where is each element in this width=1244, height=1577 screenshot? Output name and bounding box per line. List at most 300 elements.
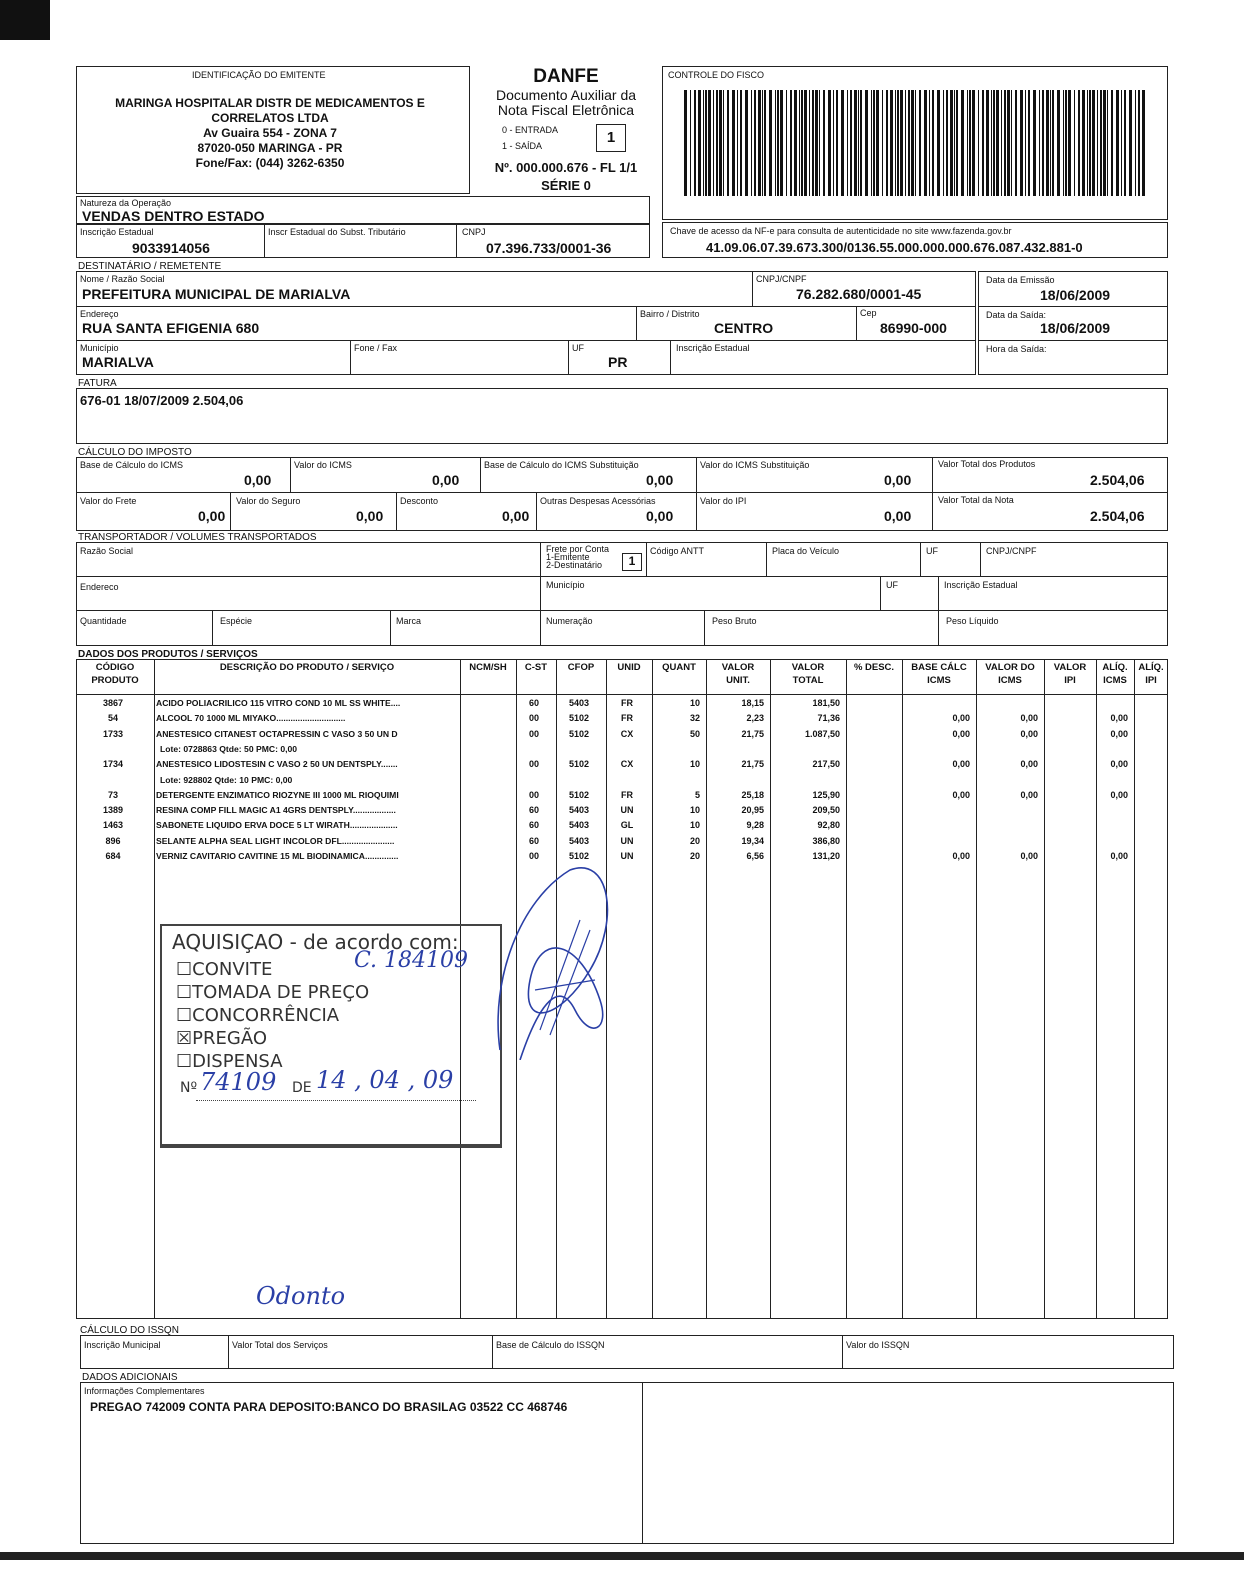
barcode-bar	[969, 90, 971, 196]
barcode-bar	[823, 90, 825, 196]
barcode-bar	[924, 90, 927, 196]
stamp-hand-ref: C. 184109	[354, 948, 469, 973]
issqn-section: CÁLCULO DO ISSQN	[80, 1325, 179, 1336]
barcode-bar	[780, 90, 783, 196]
barcode-bar	[1135, 90, 1136, 196]
barcode-bar	[751, 90, 752, 196]
barcode-bar	[858, 90, 859, 196]
column-divider	[154, 659, 155, 1319]
product-total: 181,50	[812, 698, 840, 708]
column-header: BASE CÁLC ICMS	[911, 662, 967, 686]
stamp-option-label: TOMADA DE PREÇO	[192, 982, 370, 1003]
product-aliq: 0,00	[1110, 851, 1128, 861]
divider	[228, 1335, 229, 1369]
danfe-title: DANFE	[533, 66, 599, 87]
product-cst: 00	[528, 729, 539, 739]
divider	[230, 492, 231, 531]
chave-label: Chave de acesso da NF-e para consulta de autenticidade no site www.fazenda.gov.br	[670, 226, 1012, 236]
product-cfop: 5102	[568, 851, 590, 861]
divider	[456, 224, 457, 258]
divider	[480, 457, 481, 492]
transp-endereco-label: Endereco	[80, 582, 119, 592]
product-desc: ANESTESICO LIDOSTESIN C VASO 2 50 UN DENTSPLY.......	[156, 759, 398, 769]
product-cod: 896	[105, 836, 121, 846]
barcode-bar	[694, 90, 696, 196]
barcode	[684, 90, 1148, 196]
emitente-block	[90, 96, 450, 171]
barcode-bar	[698, 90, 701, 196]
product-total: 92,80	[817, 820, 840, 830]
product-desc: RESINA COMP FILL MAGIC A1 4GRS DENTSPLY..................	[156, 805, 396, 815]
product-unid: UN	[620, 851, 634, 861]
divider	[856, 306, 857, 340]
product-unit: 18,15	[741, 698, 764, 708]
divider	[752, 271, 753, 306]
emitente-address: Av Guaira 554 - ZONA 7	[203, 126, 337, 140]
product-base: 0,00	[952, 713, 970, 723]
product-cst: 60	[528, 836, 539, 846]
barcode-bar	[854, 90, 857, 196]
product-vicms: 0,00	[1020, 759, 1038, 769]
dest-cnpj: 76.282.680/0001-45	[796, 286, 922, 302]
stamp-title: AQUISIÇAO - de acordo com:	[172, 930, 459, 954]
barcode-bar	[777, 90, 779, 196]
dest-municipio: MARIALVA	[82, 354, 154, 370]
barcode-bar	[812, 90, 814, 196]
barcode-bar	[1065, 90, 1067, 196]
dest-endereco: RUA SANTA EFIGENIA 680	[82, 320, 260, 336]
product-unid: UN	[620, 805, 634, 815]
frete-conta-value: 1	[622, 553, 642, 571]
barcode-bar	[737, 90, 738, 196]
barcode-bar	[1078, 90, 1080, 196]
outras-label: Outras Despesas Acessórias	[540, 496, 656, 506]
product-desc: DETERGENTE ENZIMATICO RIOZYNE III 1000 ML RIOQUIMI	[156, 790, 399, 800]
barcode-bar	[1050, 90, 1051, 196]
transp-uf2-label: UF	[886, 580, 898, 590]
total-prod: 2.504,06	[1090, 472, 1145, 488]
especie-label: Espécie	[220, 616, 253, 626]
divider	[646, 542, 647, 576]
valor-icms-label: Valor do ICMS	[294, 460, 352, 470]
emitente-name-line2: CORRELATOS LTDA	[211, 111, 329, 125]
barcode-bar	[982, 90, 984, 196]
product-cst: 60	[528, 820, 539, 830]
info-label: Informações Complementares	[84, 1386, 205, 1396]
barcode-bar	[932, 90, 934, 196]
product-qtd: 10	[689, 759, 700, 769]
barcode-bar	[919, 90, 921, 196]
dest-cep: 86990-000	[880, 320, 947, 336]
barcode-bar	[972, 90, 975, 196]
barcode-bar	[1092, 90, 1095, 196]
stamp-de-label: DE	[292, 1080, 312, 1096]
barcode-bar	[1015, 90, 1017, 196]
barcode-bar	[1097, 90, 1098, 196]
barcode-bar	[954, 90, 955, 196]
product-unid: UN	[620, 836, 634, 846]
product-desc: ACIDO POLIACRILICO 115 VITRO COND 10 ML SS WHITE....	[156, 698, 401, 708]
divider	[880, 576, 881, 610]
barcode-bar	[762, 90, 763, 196]
barcode-bar	[1111, 90, 1113, 196]
barcode-bar	[727, 90, 729, 196]
divider	[766, 542, 767, 576]
fisco-label: CONTROLE DO FISCO	[668, 70, 765, 80]
frete-label: Valor do Frete	[80, 496, 137, 506]
natureza-label: Natureza da Operação	[80, 198, 172, 208]
column-divider	[1134, 659, 1135, 1319]
divider	[76, 610, 1168, 611]
barcode-bar	[745, 90, 748, 196]
product-total: 217,50	[812, 759, 840, 769]
barcode-bar	[871, 90, 872, 196]
barcode-bar	[684, 90, 687, 196]
product-cod: 684	[105, 851, 121, 861]
product-vicms: 0,00	[1020, 729, 1038, 739]
divider	[76, 306, 976, 307]
checked-checkbox-icon: ☒	[176, 1028, 193, 1049]
barcode-bar	[1011, 90, 1012, 196]
product-qtd: 20	[689, 836, 700, 846]
divider	[396, 492, 397, 531]
product-cst: 00	[528, 790, 539, 800]
product-qtd: 20	[689, 851, 700, 861]
divider	[842, 1335, 843, 1369]
divider	[932, 457, 933, 531]
barcode-bar	[708, 90, 711, 196]
ipi: 0,00	[884, 508, 912, 524]
column-divider	[1044, 659, 1045, 1319]
product-cst: 60	[528, 698, 539, 708]
product-desc: SABONETE LIQUIDO ERVA DOCE 5 LT WIRATH....................	[156, 820, 398, 830]
barcode-bar	[833, 90, 834, 196]
dest-cnpj-label: CNPJ/CNPF	[756, 274, 807, 284]
barcode-bar	[1138, 90, 1140, 196]
base-icms-label: Base de Cálculo do ICMS	[80, 460, 184, 470]
scan-corner-mark	[0, 0, 50, 40]
barcode-bar	[1046, 90, 1049, 196]
dest-bairro-label: Bairro / Distrito	[640, 309, 700, 319]
barcode-bar	[1103, 90, 1106, 196]
frete-conta-line2: 1-Emitente	[546, 552, 590, 562]
emissao-label: Data da Emissão	[986, 275, 1055, 285]
product-qtd: 10	[689, 820, 700, 830]
issqn-valor-label: Valor do ISSQN	[846, 1340, 910, 1350]
natureza-value: VENDAS DENTRO ESTADO	[82, 208, 265, 224]
barcode-bar	[841, 90, 844, 196]
barcode-bar	[996, 90, 999, 196]
barcode-bar	[865, 90, 868, 196]
product-cfop: 5102	[568, 790, 590, 800]
checkbox-icon: ☐	[176, 959, 193, 980]
cnpj-value: 07.396.733/0001-36	[486, 240, 612, 256]
base-st-label: Base de Cálculo do ICMS Substituição	[484, 460, 639, 470]
divider	[670, 340, 671, 375]
column-header: NCM/SH	[469, 662, 507, 673]
frete: 0,00	[198, 508, 226, 524]
transp-uf-label: UF	[926, 546, 938, 556]
issqn-base-label: Base de Cálculo do ISSQN	[496, 1340, 605, 1350]
product-vicms: 0,00	[1020, 790, 1038, 800]
signature	[480, 860, 630, 1060]
product-cfop: 5102	[568, 759, 590, 769]
emitente-cep-city: 87020-050 MARINGA - PR	[197, 141, 343, 155]
barcode-bar	[705, 90, 707, 196]
product-cod: 73	[107, 790, 118, 800]
product-unit: 25,18	[741, 790, 764, 800]
divider	[978, 306, 1168, 307]
barcode-bar	[769, 90, 772, 196]
column-header: ALÍQ. IPI	[1138, 662, 1164, 686]
ie-label: Inscrição Estadual	[80, 227, 154, 237]
product-total: 1.087,50	[804, 729, 840, 739]
barcode-bar	[790, 90, 792, 196]
product-aliq: 0,00	[1110, 729, 1128, 739]
stamp-no-label: Nº	[180, 1080, 198, 1096]
barcode-bar	[819, 90, 820, 196]
product-cod: 1733	[102, 729, 124, 739]
product-desc: VERNIZ CAVITARIO CAVITINE 15 ML BIODINAMICA..............	[156, 851, 399, 861]
divider	[540, 542, 541, 576]
divider	[264, 224, 265, 258]
divider	[536, 492, 537, 531]
column-header: UNID	[617, 662, 641, 673]
barcode-bar	[1124, 90, 1126, 196]
barcode-bar	[897, 90, 899, 196]
divider	[390, 610, 391, 646]
barcode-bar	[860, 90, 862, 196]
product-unid: CX	[620, 759, 634, 769]
barcode-bar	[1063, 90, 1064, 196]
product-cfop: 5102	[568, 729, 590, 739]
barcode-bar	[1068, 90, 1071, 196]
divider	[636, 306, 637, 340]
barcode-bar	[1033, 90, 1036, 196]
issqn-im-label: Inscrição Municipal	[84, 1340, 161, 1350]
danfe-serie: SÉRIE 0	[541, 178, 591, 193]
emitente-heading: IDENTIFICAÇÃO DO EMITENTE	[192, 70, 326, 80]
stamp-hand-date: 14 , 04 , 09	[316, 1066, 454, 1094]
product-qtd: 32	[689, 713, 700, 723]
divider	[980, 542, 981, 576]
product-total: 131,20	[812, 851, 840, 861]
product-qtd: 10	[689, 698, 700, 708]
chave-value: 41.09.06.07.39.673.300/0136.55.000.000.000.676.087.432.881-0	[706, 240, 1083, 255]
frete-conta-line3: 2-Destinatário	[546, 560, 603, 570]
checkbox-icon: ☐	[176, 982, 193, 1003]
ie-value: 9033914056	[132, 240, 210, 256]
divider	[290, 457, 291, 492]
product-unit: 9,28	[746, 820, 764, 830]
checkbox-icon: ☐	[176, 1005, 193, 1026]
barcode-bar	[754, 90, 756, 196]
product-cod: 1389	[102, 805, 124, 815]
product-cst: 00	[528, 713, 539, 723]
desconto: 0,00	[502, 508, 530, 524]
total-nota-label: Valor Total da Nota	[938, 495, 1014, 505]
barcode-bar	[1121, 90, 1122, 196]
barcode-bar	[809, 90, 810, 196]
product-unit: 20,95	[741, 805, 764, 815]
product-vicms: 0,00	[1020, 851, 1038, 861]
danfe-entrada: 0 - ENTRADA	[502, 125, 559, 135]
product-desc: Lote: 0728863 Qtde: 50 PMC: 0,00	[160, 744, 298, 754]
column-header: VALOR TOTAL	[791, 662, 825, 686]
danfe-subtitle1: Documento Auxiliar da	[495, 87, 637, 103]
barcode-bar	[929, 90, 930, 196]
barcode-bar	[1028, 90, 1030, 196]
scan-bottom-edge	[0, 1552, 1244, 1560]
barcode-bar	[786, 90, 787, 196]
barcode-bar	[719, 90, 722, 196]
danfe-tipo: 1	[596, 124, 626, 152]
product-unid: FR	[621, 790, 633, 800]
peso-liquido-label: Peso Líquido	[946, 616, 999, 626]
stamp-option-tomada	[176, 981, 369, 1004]
divider	[704, 610, 705, 646]
product-cod: 3867	[102, 698, 124, 708]
barcode-bar	[1001, 90, 1002, 196]
barcode-bar	[890, 90, 893, 196]
product-unit: 19,34	[741, 836, 764, 846]
barcode-bar	[764, 90, 766, 196]
column-header: VALOR IPI	[1053, 662, 1087, 686]
desconto-label: Desconto	[400, 496, 439, 506]
barcode-bar	[799, 90, 800, 196]
product-cst: 00	[528, 759, 539, 769]
barcode-bar	[828, 90, 831, 196]
column-header: C-ST	[524, 662, 548, 673]
barcode-bar	[847, 90, 848, 196]
barcode-bar	[967, 90, 968, 196]
column-divider	[902, 659, 903, 1319]
barcode-bar	[850, 90, 852, 196]
column-divider	[770, 659, 771, 1319]
stamp-option-label: CONVITE	[192, 959, 273, 980]
product-unid: FR	[621, 698, 633, 708]
valor-st: 0,00	[884, 472, 912, 488]
hand-note-odonto: Odonto	[256, 1282, 346, 1310]
barcode-bar	[690, 90, 691, 196]
product-qtd: 50	[689, 729, 700, 739]
barcode-bar	[801, 90, 803, 196]
emitente-name-line1: MARINGA HOSPITALAR DISTR DE MEDICAMENTOS E	[115, 96, 425, 110]
product-unid: CX	[620, 729, 634, 739]
column-header: % DESC.	[853, 662, 895, 673]
base-st: 0,00	[646, 472, 674, 488]
column-header: QUANT	[662, 662, 696, 673]
stamp-options	[176, 958, 369, 1073]
product-total: 386,80	[812, 836, 840, 846]
divider	[76, 492, 1168, 493]
stamp-option-pregao	[176, 1027, 369, 1050]
column-header: VALOR UNIT.	[721, 662, 755, 686]
saida-label: Data da Saída:	[986, 310, 1047, 320]
seguro-label: Valor do Seguro	[236, 496, 301, 506]
barcode-bar	[1004, 90, 1006, 196]
barcode-bar	[1020, 90, 1023, 196]
product-aliq: 0,00	[1110, 759, 1128, 769]
barcode-bar	[882, 90, 883, 196]
product-cfop: 5403	[568, 698, 590, 708]
dest-bairro: CENTRO	[714, 320, 774, 336]
stamp-option-convite	[176, 958, 369, 981]
outras: 0,00	[646, 508, 674, 524]
product-cod: 54	[107, 713, 118, 723]
product-unid: GL	[620, 820, 634, 830]
product-cfop: 5403	[568, 820, 590, 830]
product-cst: 60	[528, 805, 539, 815]
stamp-option-label: DISPENSA	[192, 1051, 283, 1072]
column-header: VALOR DO ICMS	[985, 662, 1035, 686]
barcode-bar	[758, 90, 761, 196]
product-base: 0,00	[952, 790, 970, 800]
destinatario-section: DESTINATÁRIO / REMETENTE	[78, 261, 222, 272]
fatura-section: FATURA	[78, 378, 117, 389]
product-aliq: 0,00	[1110, 790, 1128, 800]
divider	[212, 610, 213, 646]
dest-uf: PR	[608, 354, 628, 370]
barcode-bar	[915, 90, 916, 196]
danfe-saida: 1 - SAÍDA	[502, 141, 543, 151]
divider	[568, 340, 569, 375]
barcode-bar	[740, 90, 742, 196]
divider	[76, 576, 1168, 577]
emitente-phone: Fone/Fax: (044) 3262-6350	[195, 156, 345, 170]
stamp-option-concorrencia	[176, 1004, 369, 1027]
barcode-bar	[1042, 90, 1044, 196]
barcode-bar	[937, 90, 940, 196]
product-desc: SELANTE ALPHA SEAL LIGHT INCOLOR DFL......................	[156, 836, 395, 846]
barcode-bar	[1107, 90, 1108, 196]
transportador-section: TRANSPORTADOR / VOLUMES TRANSPORTADOS	[78, 532, 317, 543]
ipi-label: Valor do IPI	[700, 496, 747, 506]
danfe-block	[476, 66, 656, 118]
issqn-servicos-label: Valor Total dos Serviços	[232, 1340, 328, 1350]
barcode-bar	[775, 90, 776, 196]
seguro: 0,00	[356, 508, 384, 524]
barcode-bar	[956, 90, 958, 196]
product-unit: 21,75	[741, 729, 764, 739]
barcode-bar	[905, 90, 906, 196]
product-unid: FR	[621, 713, 633, 723]
barcode-bar	[911, 90, 914, 196]
divider	[540, 576, 541, 610]
frete-conta-label	[546, 545, 609, 569]
info-text: PREGAO 742009 CONTA PARA DEPOSITO:BANCO DO BRASILAG 03522 CC 468746	[90, 1400, 568, 1414]
product-unit: 21,75	[741, 759, 764, 769]
divider	[920, 542, 921, 576]
barcode-bar	[946, 90, 948, 196]
divider	[978, 340, 1168, 341]
barcode-bar	[1142, 90, 1145, 196]
marca-label: Marca	[396, 616, 422, 626]
divider	[350, 340, 351, 375]
barcode-bar	[943, 90, 944, 196]
product-unit: 2,23	[746, 713, 764, 723]
barcode-bar	[1089, 90, 1091, 196]
column-header: CFOP	[567, 662, 595, 673]
barcode-bar	[991, 90, 992, 196]
total-nota: 2.504,06	[1090, 508, 1145, 524]
frete-conta-line1: Frete por Conta	[546, 544, 610, 554]
dest-nome: PREFEITURA MUNICIPAL DE MARIALVA	[82, 286, 351, 302]
barcode-bar	[950, 90, 953, 196]
checkbox-icon: ☐	[176, 1051, 193, 1072]
barcode-bar	[1082, 90, 1085, 196]
dest-ie-label: Inscrição Estadual	[676, 343, 750, 353]
